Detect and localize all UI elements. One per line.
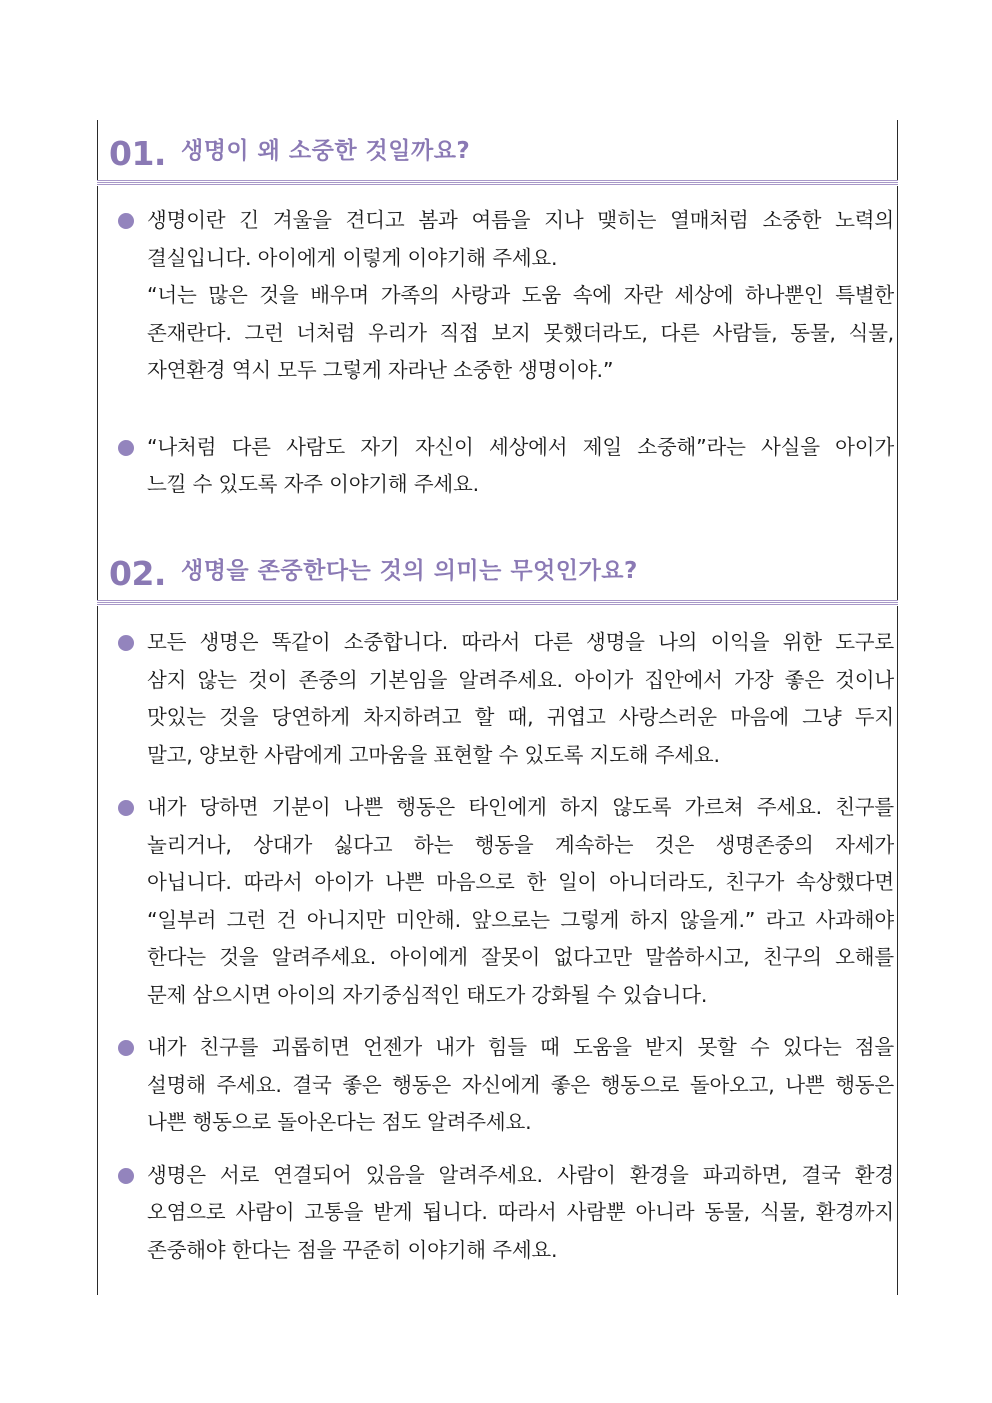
text-line: “나처럼 다른 사람도 자기 자신이 세상에서 제일 소중해”라는 사실을 아이가 (147, 434, 894, 459)
text-line: 말고, 양보한 사람에게 고마움을 표현할 수 있도록 지도해 주세요. (147, 742, 720, 767)
section-number: 02. (109, 554, 166, 593)
text-line: 놀리거나, 상대가 싫다고 하는 행동을 계속하는 것은 생명존중의 자세가 (147, 832, 894, 857)
text-line: 모든 생명은 똑같이 소중합니다. 따라서 다른 생명을 나의 이익을 위한 도구로 (147, 630, 894, 654)
text-line: 자연환경 역시 모두 그렇게 자라난 소중한 생명이야.” (147, 358, 614, 382)
text-line: 내가 친구를 괴롭히면 언젠가 내가 힘들 때 도움을 받지 못할 수 있다는 점을 (147, 1035, 894, 1059)
bullet-dot-icon (118, 635, 134, 651)
bullet-list (97, 624, 898, 1269)
text-line: 생명은 서로 연결되어 있음을 알려주세요. 사람이 환경을 파괴하면, 결국 환경 (147, 1162, 894, 1187)
text-line: 존재란다. 그런 너처럼 우리가 직접 보지 못했더라도, 다른 사람들, 동물, 식물, (147, 320, 894, 345)
heading-divider (97, 600, 898, 606)
bullet-item (97, 624, 898, 774)
bullet-dot-icon (118, 1168, 134, 1184)
text-line: 오염으로 사람이 고통을 받게 됩니다. 따라서 사람뿐 아니라 동물, 식물, 환경까지 (147, 1200, 894, 1224)
text-line: 아닙니다. 따라서 아이가 나쁜 마음으로 한 일이 아니더라도, 친구가 속상했다면 (147, 870, 894, 894)
bullet-item (97, 1157, 898, 1270)
section-why-life-precious (97, 120, 898, 496)
text-line: 맛있는 것을 당연하게 차지하려고 할 때, 귀엽고 사랑스러운 마음에 그냥 두지 (147, 705, 894, 729)
text-line: 생명이란 긴 겨울을 견디고 봄과 여름을 지나 맺히는 열매처럼 소중한 노력의 (147, 208, 894, 232)
bullet-item (97, 1029, 898, 1142)
section-number: 01. (109, 134, 166, 173)
bullet-item (97, 789, 898, 1014)
bullet-item (97, 429, 898, 504)
text-line: 내가 당하면 기분이 나쁜 행동은 타인에게 하지 않도록 가르쳐 주세요. 친구를 (147, 795, 894, 819)
bullet-dot-icon (118, 1040, 134, 1056)
bullet-list (97, 202, 898, 504)
heading-divider (97, 180, 898, 186)
text-line: 결실입니다. 아이에게 이렇게 이야기해 주세요. (147, 245, 558, 270)
text-line: “일부러 그런 건 아니지만 미안해. 앞으로는 그렇게 하지 않을게.” 라고 사과해야 (147, 907, 894, 932)
text-line: 존중해야 한다는 점을 꾸준히 이야기해 주세요. (147, 1237, 558, 1262)
bullet-dot-icon (118, 213, 134, 229)
text-line: 문제 삼으시면 아이의 자기중심적인 태도가 강화될 수 있습니다. (147, 982, 708, 1007)
section-meaning-of-respect (97, 540, 898, 1262)
text-line: “너는 많은 것을 배우며 가족의 사랑과 도움 속에 자란 세상에 하나뿐인 특별한 (147, 283, 894, 307)
bullet-item (97, 202, 898, 390)
text-line: 느낄 수 있도록 자주 이야기해 주세요. (147, 472, 479, 496)
section-title: 생명을 존중한다는 것의 의미는 무엇인가요? (181, 558, 638, 584)
bullet-dot-icon (118, 440, 134, 456)
text-line: 설명해 주세요. 결국 좋은 행동은 자신에게 좋은 행동으로 돌아오고, 나쁜 행동은 (147, 1072, 894, 1097)
bullet-dot-icon (118, 800, 134, 816)
text-line: 한다는 것을 알려주세요. 아이에게 잘못이 없다고만 말씀하시고, 친구의 오해를 (147, 945, 894, 969)
section-title: 생명이 왜 소중한 것일까요? (181, 138, 471, 164)
section-heading (97, 540, 898, 602)
text-line: 삼지 않는 것이 존중의 기본임을 알려주세요. 아이가 집안에서 가장 좋은 것이나 (147, 667, 894, 692)
text-line: 나쁜 행동으로 돌아온다는 점도 알려주세요. (147, 1110, 532, 1134)
section-heading (97, 120, 898, 182)
